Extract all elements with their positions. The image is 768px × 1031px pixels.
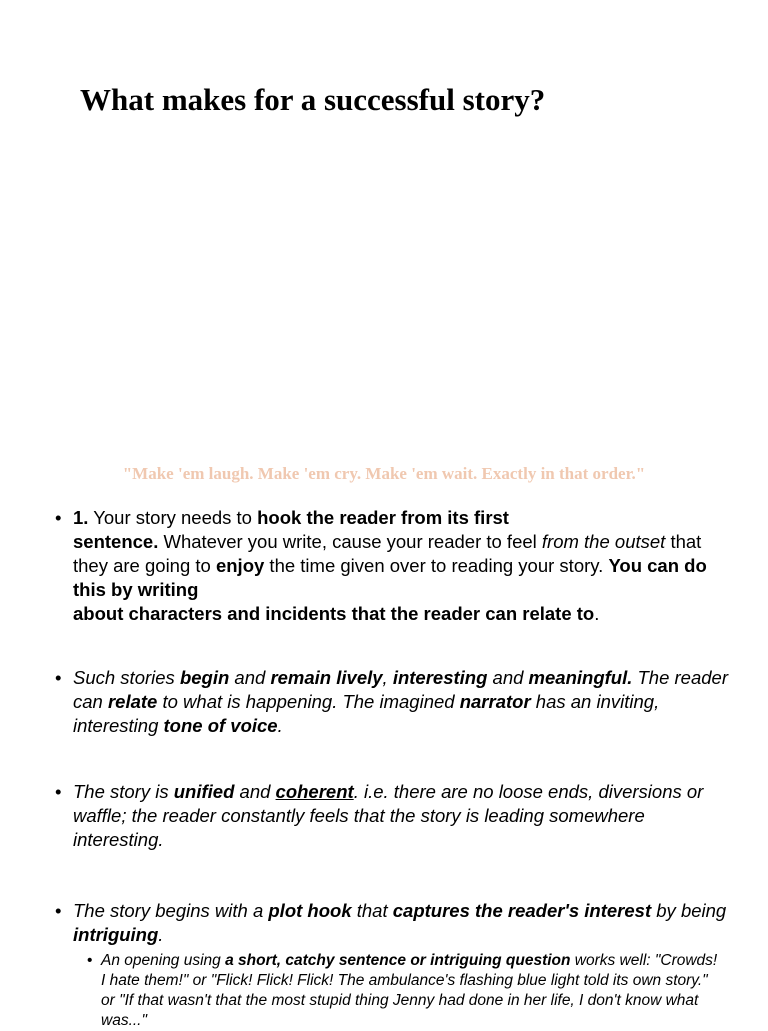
text-run: Your story needs to xyxy=(88,507,258,528)
text-run: and xyxy=(234,781,276,802)
text-run: , xyxy=(382,667,393,688)
sub-bullet-list xyxy=(73,951,733,1031)
emphasis-bold: narrator xyxy=(459,691,531,712)
emphasis-bold: tone of voice xyxy=(163,715,278,736)
text-run: and xyxy=(487,667,529,688)
bullet-plot-hook xyxy=(73,899,733,1031)
text-run: the time given over to reading your story. xyxy=(264,555,609,576)
emphasis-bold: a short, catchy sentence or intriguing question xyxy=(225,952,571,969)
emphasis-bold: captures the reader's interest xyxy=(392,900,652,921)
emphasis-bold: enjoy xyxy=(215,555,265,576)
emphasis-bold: unified xyxy=(173,781,235,802)
emphasis-italic: from the outset xyxy=(541,531,666,552)
emphasis-bold: interesting xyxy=(392,667,488,688)
emphasis-bold: intriguing xyxy=(73,924,159,945)
text-run: that they are going to xyxy=(73,531,702,576)
emphasis-bold: sentence. xyxy=(73,531,159,552)
text-run: Whatever you write, cause your reader to feel xyxy=(158,531,542,552)
emphasis-bold: begin xyxy=(179,667,230,688)
text-run: works well: "Crowds! I hate them!" or "Flick! Flick! Flick! The ambulance's flashing blue light told its own story." or "If that wasn't that the most stupid thing Jenny had done in her life, I don't know what was..." xyxy=(101,952,718,1029)
text-run: The story begins with a xyxy=(73,900,269,921)
text-run: An opening using xyxy=(101,952,226,969)
text-run: to what is happening. The imagined xyxy=(157,691,460,712)
emphasis-bold: about characters and incidents that the reader can relate to xyxy=(73,603,595,624)
text-run: . xyxy=(277,715,283,736)
sub-bullet-opening-examples xyxy=(101,951,721,1031)
text-run: . xyxy=(594,603,600,624)
emphasis-bold: hook the reader from its first xyxy=(257,507,509,528)
emphasis-bold: remain lively xyxy=(270,667,383,688)
text-run: that xyxy=(351,900,393,921)
quote: "Make 'em laugh. Make 'em cry. Make 'em wait. Exactly in that order." xyxy=(122,464,646,483)
emphasis-bold: You can do this by writing xyxy=(73,555,707,600)
emphasis-bold: meaningful. xyxy=(528,667,633,688)
text-run: and xyxy=(229,667,271,688)
text-run: by being xyxy=(651,900,727,921)
emphasis-bold-underlined xyxy=(276,781,354,802)
emphasis-bold: relate xyxy=(107,691,158,712)
bullet-hook-reader xyxy=(73,506,733,626)
bullet-lively-stories xyxy=(73,666,733,738)
underlined-text: coherent xyxy=(275,781,354,802)
text-run: . xyxy=(158,924,164,945)
bullet-number: 1. xyxy=(73,507,89,528)
emphasis-bold: plot hook xyxy=(268,900,352,921)
text-run: . i.e. there are no loose ends, diversions or waffle; the reader constantly feels that the story is leading somewhere interesting. xyxy=(73,781,704,850)
text-run: Such stories xyxy=(73,667,180,688)
bullet-unified-coherent xyxy=(73,780,733,852)
text-run: The story is xyxy=(73,781,174,802)
page-title: What makes for a successful story? xyxy=(80,82,546,117)
text-run: The reader can xyxy=(73,667,728,712)
text-run: has an inviting, interesting xyxy=(73,691,660,736)
